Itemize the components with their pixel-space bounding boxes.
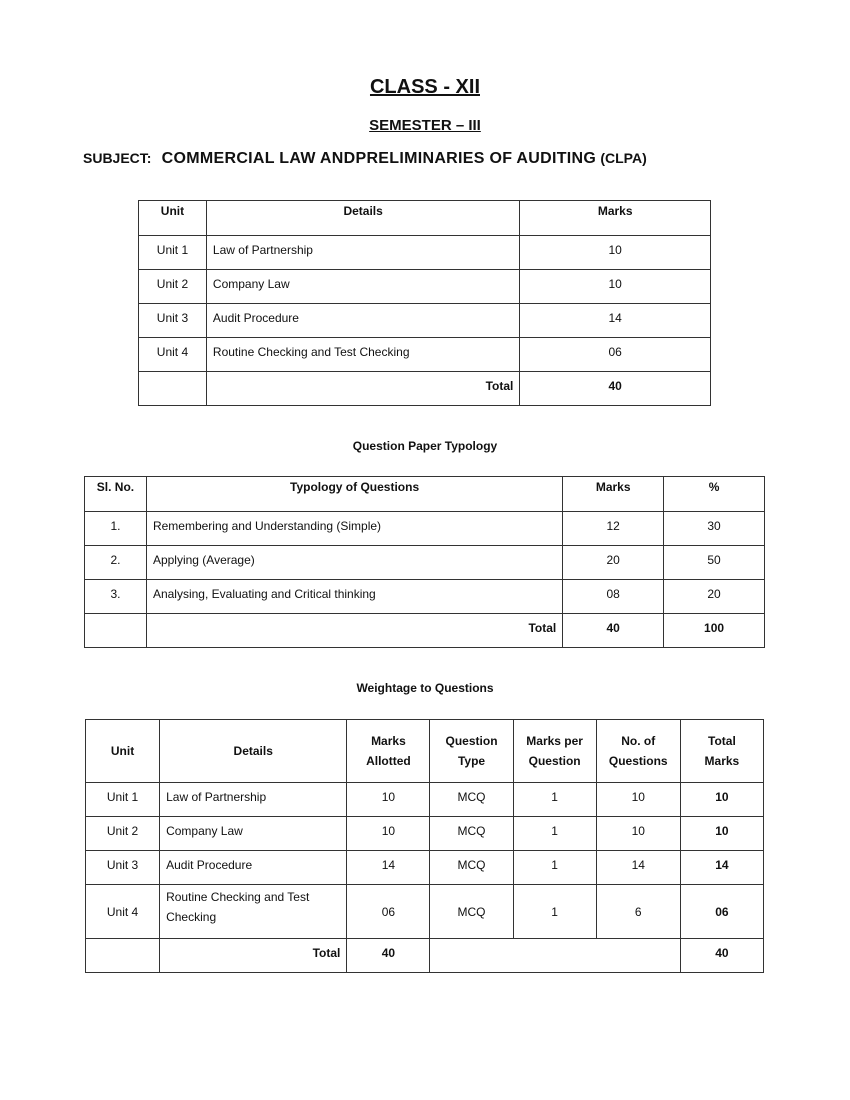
table-header-row xyxy=(86,720,764,783)
table-row xyxy=(139,304,711,338)
total-row xyxy=(86,939,764,973)
details-cell: Company Law xyxy=(206,270,519,304)
total-label: Total xyxy=(160,939,347,973)
details-line: Routine Checking and Test xyxy=(166,890,310,904)
table-row xyxy=(139,236,711,270)
unit-cell: Unit 1 xyxy=(139,236,207,270)
total-marks-cell: 10 xyxy=(680,817,763,851)
details-cell: Routine Checking and Test Checking xyxy=(206,338,519,372)
table-header-row xyxy=(85,477,765,512)
details-cell: Audit Procedure xyxy=(206,304,519,338)
header-line: Marks per xyxy=(526,734,583,748)
total-marks: 40 xyxy=(520,372,711,406)
column-header: % xyxy=(664,477,765,512)
number-of-questions-cell: 10 xyxy=(596,783,680,817)
typology-table xyxy=(84,476,765,648)
header-line: No. of xyxy=(621,734,656,748)
table-row xyxy=(86,851,764,885)
table-row xyxy=(85,580,765,614)
weightage-table xyxy=(85,719,764,973)
typology-caption: Question Paper Typology xyxy=(352,439,498,453)
typology-cell: Remembering and Understanding (Simple) xyxy=(146,512,562,546)
unit-cell: Unit 2 xyxy=(86,817,160,851)
total-row xyxy=(85,614,765,648)
total-label: Total xyxy=(206,372,519,406)
details-cell: Law of Partnership xyxy=(206,236,519,270)
unit-cell: Unit 4 xyxy=(139,338,207,372)
total-marks: 40 xyxy=(563,614,664,648)
allotted-cell: 14 xyxy=(347,851,430,885)
marks-cell: 06 xyxy=(520,338,711,372)
column-header xyxy=(430,720,513,783)
column-header xyxy=(513,720,596,783)
empty-cell xyxy=(85,614,147,648)
number-of-questions-cell: 10 xyxy=(596,817,680,851)
column-header: Details xyxy=(160,720,347,783)
subject-abbreviation: (CLPA) xyxy=(600,150,647,166)
empty-cell xyxy=(86,939,160,973)
semester-title: SEMESTER – III xyxy=(369,117,481,134)
serial-cell: 2. xyxy=(85,546,147,580)
number-of-questions-cell: 14 xyxy=(596,851,680,885)
marks-cell: 10 xyxy=(520,236,711,270)
header-line: Marks xyxy=(704,754,740,768)
marks-per-question-cell: 1 xyxy=(513,885,596,939)
column-header: Marks xyxy=(520,201,711,236)
header-line: Allotted xyxy=(366,754,411,768)
unit-cell: Unit 3 xyxy=(139,304,207,338)
question-type-cell: MCQ xyxy=(430,817,513,851)
details-cell: Company Law xyxy=(160,817,347,851)
table-row xyxy=(85,546,765,580)
table-row xyxy=(139,338,711,372)
question-type-cell: MCQ xyxy=(430,885,513,939)
weightage-caption: Weightage to Questions xyxy=(356,681,494,695)
column-header: Details xyxy=(206,201,519,236)
number-of-questions-cell: 6 xyxy=(596,885,680,939)
column-header xyxy=(347,720,430,783)
total-marks: 40 xyxy=(680,939,763,973)
header-line: Marks xyxy=(371,734,406,748)
percent-cell: 20 xyxy=(664,580,765,614)
table-header-row xyxy=(139,201,711,236)
empty-cell xyxy=(139,372,207,406)
unit-cell: Unit 2 xyxy=(139,270,207,304)
table-row xyxy=(85,512,765,546)
column-header: Unit xyxy=(86,720,160,783)
header-line: Question xyxy=(528,754,581,768)
column-header: Sl. No. xyxy=(85,477,147,512)
serial-cell: 3. xyxy=(85,580,147,614)
header-line: Questions xyxy=(608,754,668,768)
total-marks-cell: 06 xyxy=(680,885,763,939)
allotted-cell: 10 xyxy=(347,817,430,851)
header-line: Total xyxy=(708,734,736,748)
table-row xyxy=(86,783,764,817)
marks-cell: 12 xyxy=(563,512,664,546)
details-cell: Audit Procedure xyxy=(160,851,347,885)
total-label: Total xyxy=(146,614,562,648)
subject-label: SUBJECT: xyxy=(83,150,152,166)
marks-per-question-cell: 1 xyxy=(513,851,596,885)
unit-cell: Unit 3 xyxy=(86,851,160,885)
total-percent: 100 xyxy=(664,614,765,648)
marks-cell: 20 xyxy=(563,546,664,580)
subject-name: COMMERCIAL LAW ANDPRELIMINARIES OF AUDITING xyxy=(161,150,597,167)
total-marks-cell: 14 xyxy=(680,851,763,885)
header-line: Type xyxy=(457,754,486,768)
column-header xyxy=(596,720,680,783)
percent-cell: 50 xyxy=(664,546,765,580)
total-marks-cell: 10 xyxy=(680,783,763,817)
table-row xyxy=(86,885,764,939)
details-cell: Law of Partnership xyxy=(160,783,347,817)
unit-cell: Unit 4 xyxy=(86,885,160,939)
marks-per-question-cell: 1 xyxy=(513,817,596,851)
table-row xyxy=(139,270,711,304)
total-row xyxy=(139,372,711,406)
allotted-cell: 06 xyxy=(347,885,430,939)
details-cell xyxy=(160,885,347,939)
marks-cell: 10 xyxy=(520,270,711,304)
marks-cell: 08 xyxy=(563,580,664,614)
unit-marks-table xyxy=(138,200,711,406)
empty-cell xyxy=(430,939,680,973)
percent-cell: 30 xyxy=(664,512,765,546)
column-header: Unit xyxy=(139,201,207,236)
details-line: Checking xyxy=(166,910,217,924)
question-type-cell: MCQ xyxy=(430,783,513,817)
column-header: Typology of Questions xyxy=(146,477,562,512)
unit-cell: Unit 1 xyxy=(86,783,160,817)
serial-cell: 1. xyxy=(85,512,147,546)
question-type-cell: MCQ xyxy=(430,851,513,885)
column-header xyxy=(680,720,763,783)
table-row xyxy=(86,817,764,851)
allotted-cell: 10 xyxy=(347,783,430,817)
marks-per-question-cell: 1 xyxy=(513,783,596,817)
typology-cell: Analysing, Evaluating and Critical thinking xyxy=(146,580,562,614)
column-header: Marks xyxy=(563,477,664,512)
marks-cell: 14 xyxy=(520,304,711,338)
total-allotted: 40 xyxy=(347,939,430,973)
header-line: Question xyxy=(445,734,498,748)
class-title: CLASS - XII xyxy=(369,76,480,98)
typology-cell: Applying (Average) xyxy=(146,546,562,580)
subject-line xyxy=(83,150,647,168)
